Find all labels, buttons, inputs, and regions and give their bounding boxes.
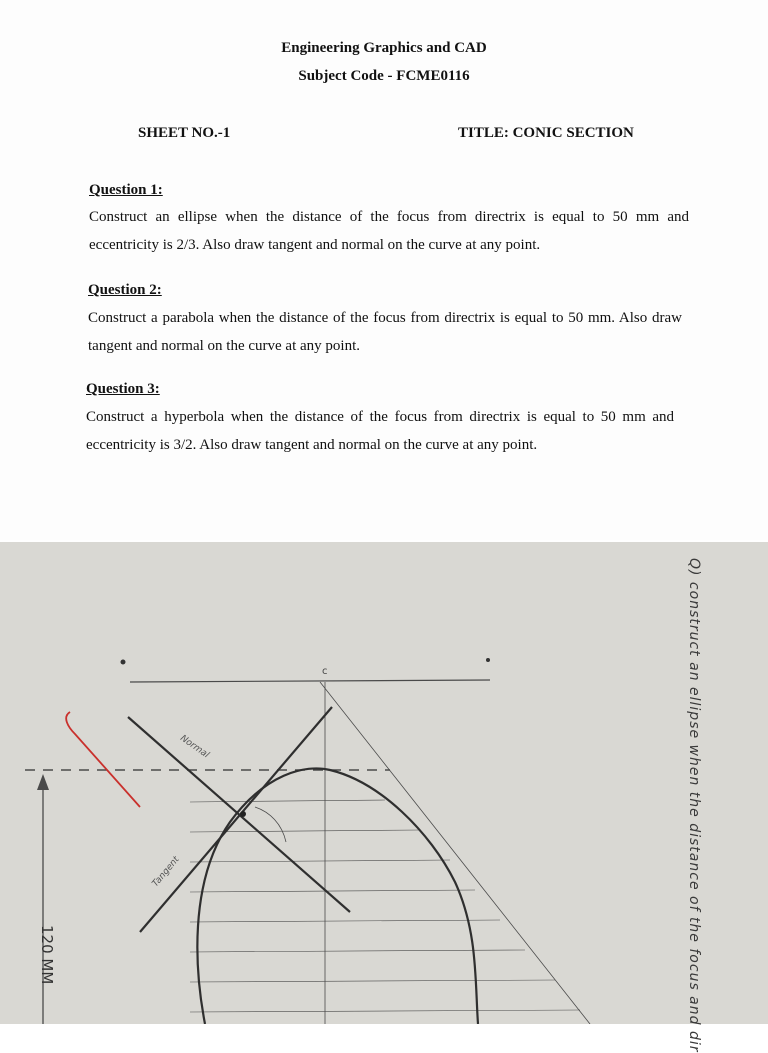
ellipse-curve [197,768,478,1024]
point-marker [486,658,490,662]
question-3-label: Question 3: [86,381,160,397]
tangent-line [140,707,332,932]
eccentricity-line [320,682,590,1024]
question-2-label: Question 2: [88,282,162,298]
subject-code: Subject Code - FCME0116 [298,68,470,84]
point-marker [121,660,126,665]
drawing-photo [0,542,768,1024]
question-3-text: Construct a hyperbola when the distance of the focus from directrix is equal to 50 mm and eccentricity is 3/2. Also draw tangent and normal on the curve at any point. [86,409,674,453]
construction-line [130,680,490,682]
sheet-title: TITLE: CONIC SECTION [458,125,634,141]
question-1-label: Question 1: [89,182,163,198]
tangent-label: Tangent [150,854,182,890]
course-title: Engineering Graphics and CAD [281,40,487,56]
svg-text:c: c [322,666,328,677]
ellipse-construction-drawing [0,542,768,1024]
handwritten-side-note: Q) construct an ellipse when the distance of the focus and dir [686,558,702,1053]
red-pen-mark [66,712,140,807]
point-marker [240,811,246,817]
dimension-arrow [37,774,49,790]
question-1-text: Construct an ellipse when the distance of the focus from directrix is equal to 50 mm and eccentricity is 2/3. Also draw tangent and normal on the curve at any point. [89,209,689,253]
question-2-text: Construct a parabola when the distance of the focus from directrix is equal to 50 mm. Also draw tangent and normal on the curve at any point. [88,310,682,354]
sheet-number: SHEET NO.-1 [138,125,231,141]
normal-label: Normal [178,733,211,761]
dimension-label: 120 MM [38,925,56,985]
